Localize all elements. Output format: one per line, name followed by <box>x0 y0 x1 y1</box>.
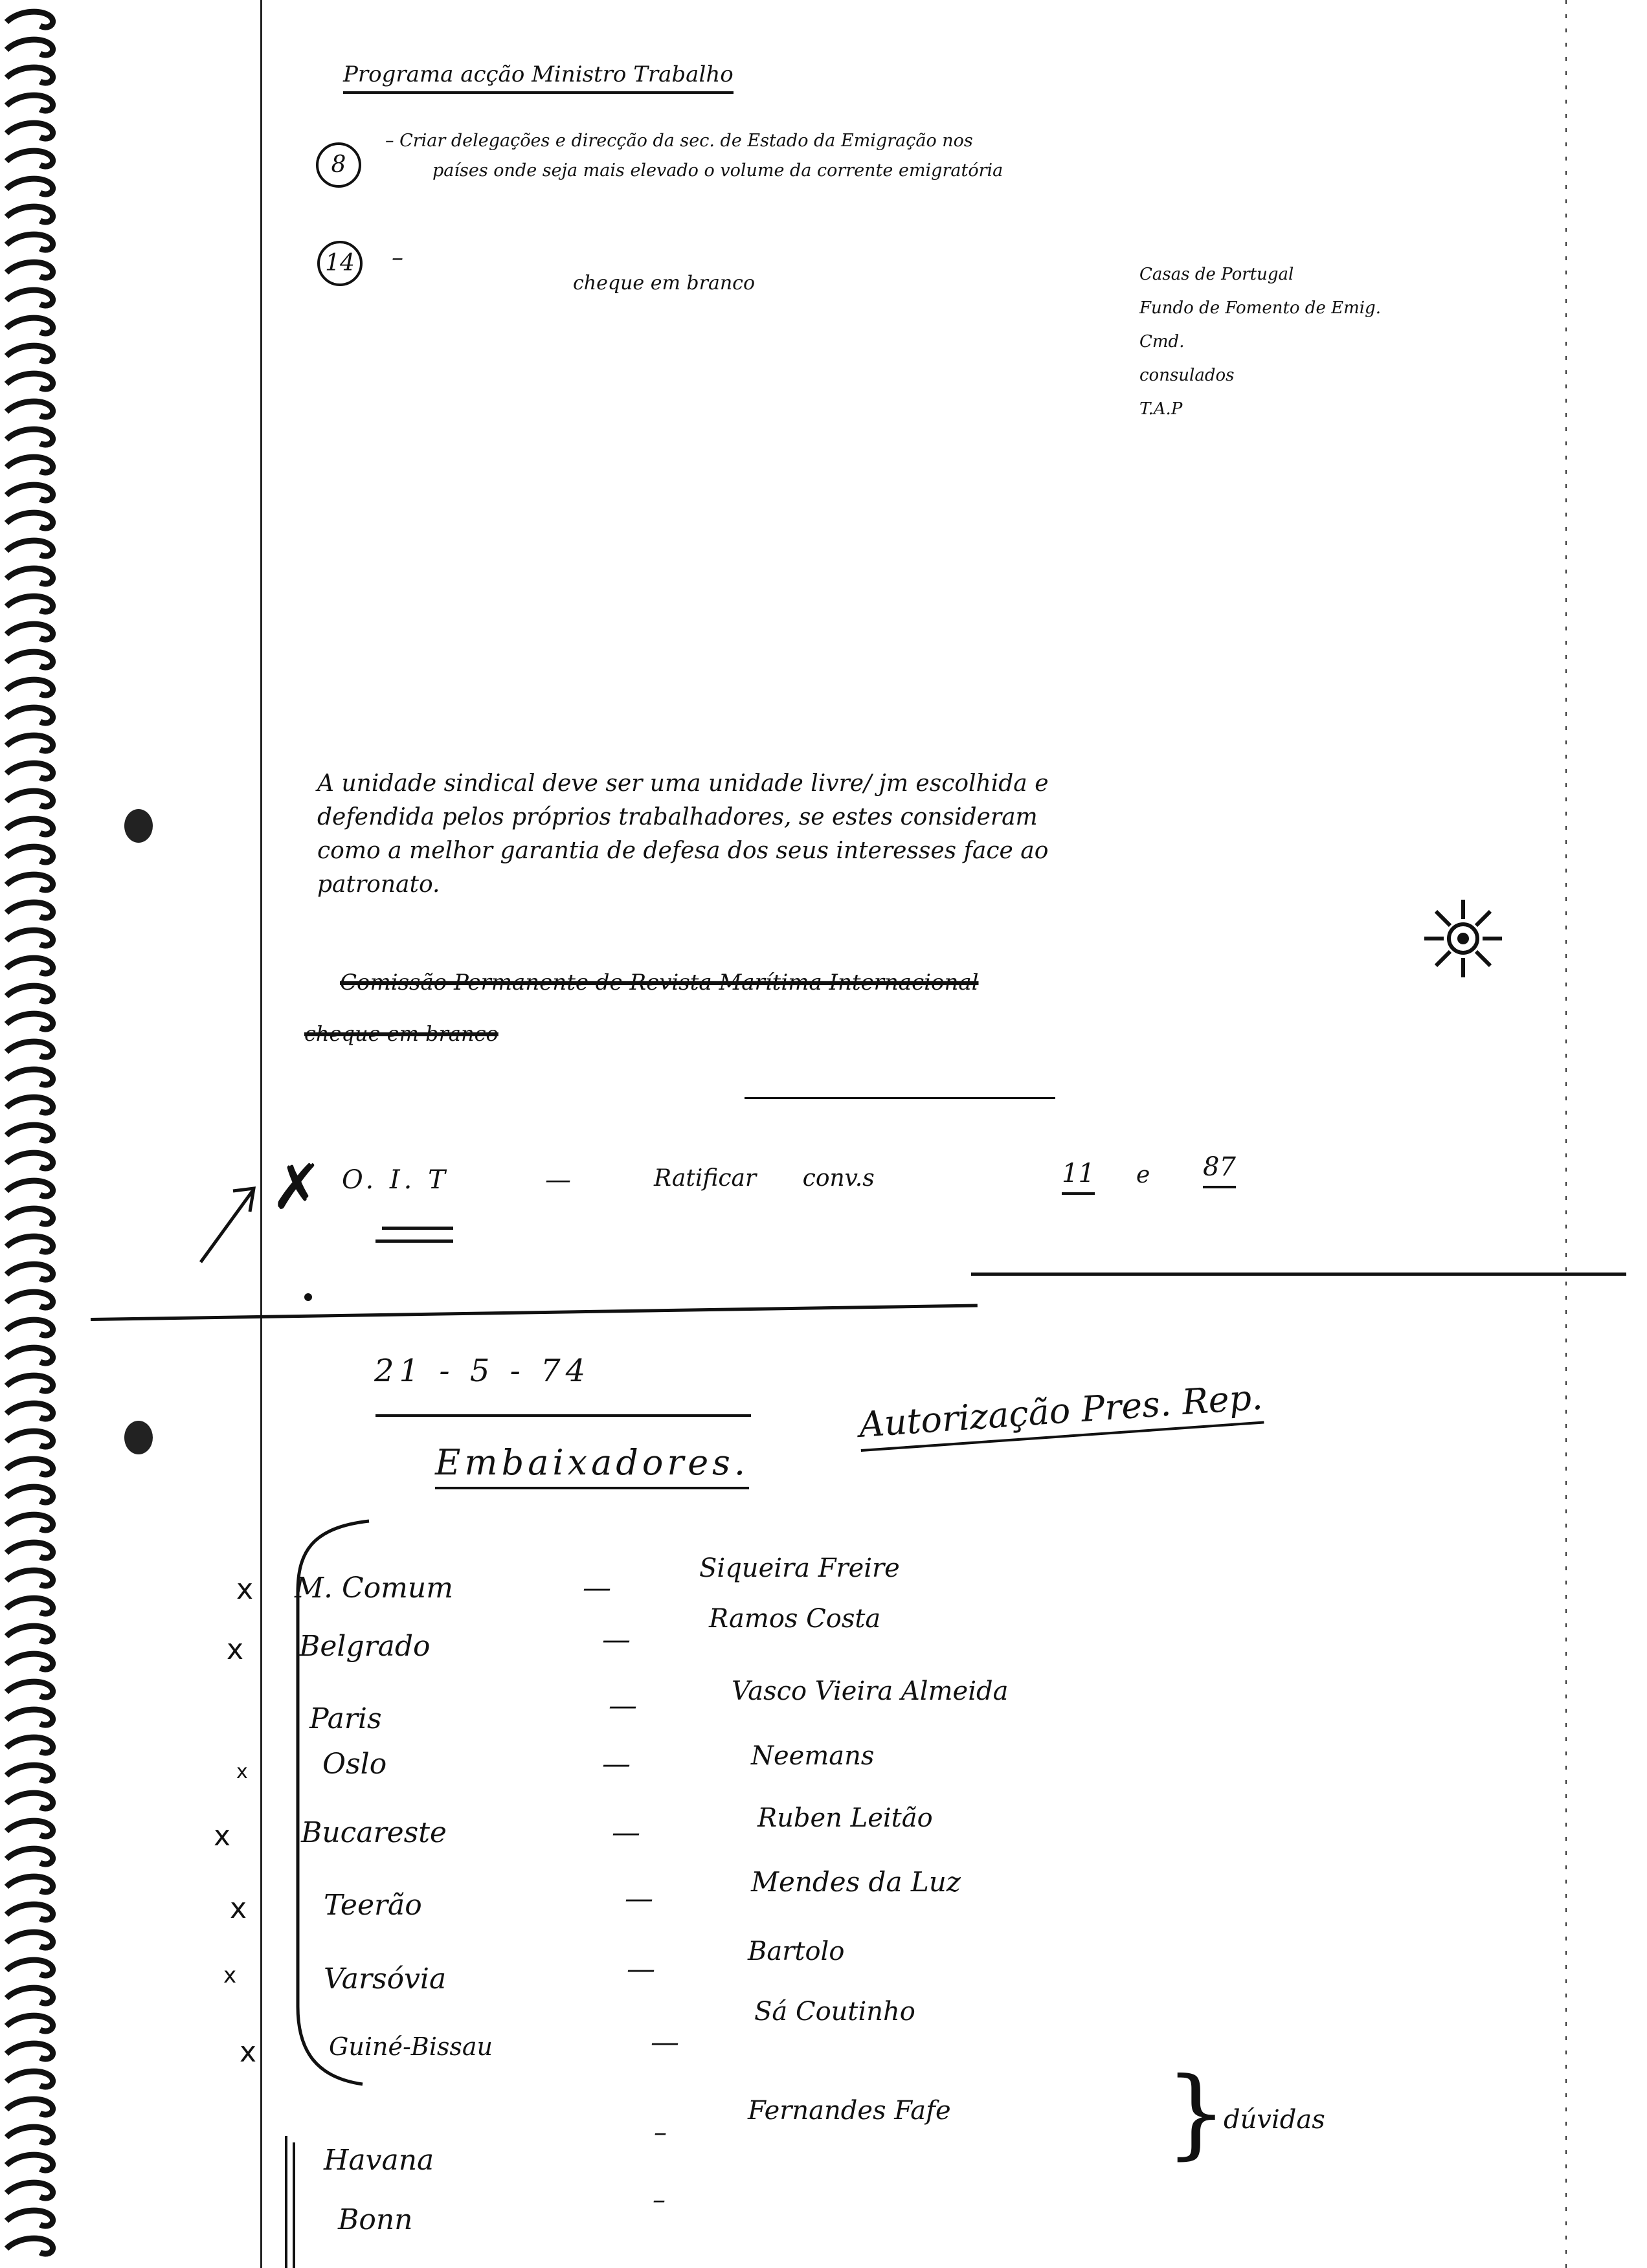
spiral-coil <box>6 930 53 946</box>
spiral-coil <box>6 1264 53 1280</box>
spiral-coil <box>6 1459 53 1474</box>
spiral-coil <box>6 1041 53 1057</box>
spiral-coil <box>6 346 53 361</box>
embassy-post: Varsóvia <box>324 1962 447 1996</box>
spiral-coil <box>6 2127 53 2142</box>
spiral-coil <box>6 1487 53 1502</box>
bottom-dash: – <box>653 2185 666 2215</box>
spiral-coil <box>6 1069 53 1085</box>
spiral-coil <box>6 1570 53 1586</box>
oit-num2: 87 <box>1203 1152 1236 1188</box>
side-note: Fundo de Fomento de Emig. <box>1139 298 1381 318</box>
spiral-coil <box>6 986 53 1001</box>
item-8-number: 8 <box>316 142 361 188</box>
spiral-coil <box>6 401 53 417</box>
spiral-coil <box>6 1737 53 1753</box>
spiral-coil <box>6 123 53 139</box>
arrow-icon <box>194 1152 265 1269</box>
spiral-coil <box>6 1542 53 1558</box>
oit-dash: — <box>545 1165 571 1195</box>
punch-hole <box>124 809 153 843</box>
spiral-coil <box>6 1765 53 1781</box>
heading-right: Autorização Pres. Rep. <box>858 1377 1264 1452</box>
spiral-coil <box>6 1793 53 1808</box>
heading-left: Embaixadores. <box>435 1442 749 1489</box>
doodle-sun-icon <box>1418 893 1508 984</box>
item-14-side-notes <box>1139 258 1381 426</box>
spiral-coil <box>6 1403 53 1419</box>
bottom-post: Havana <box>324 2144 434 2177</box>
spiral-coil <box>6 1375 53 1391</box>
embassy-post: Bucareste <box>301 1816 447 1849</box>
item-14-dash: – <box>392 245 403 271</box>
spiral-coil <box>6 791 53 806</box>
spiral-coil <box>6 847 53 862</box>
spiral-coil <box>6 1097 53 1113</box>
spiral-coil <box>6 958 53 973</box>
spiral-coil <box>6 652 53 667</box>
punch-hole <box>124 1421 153 1454</box>
margin-line <box>260 0 262 2268</box>
spiral-coil <box>6 1709 53 1725</box>
spiral-coil <box>6 1626 53 1641</box>
double-bar <box>285 2136 287 2268</box>
spiral-coil <box>6 151 53 166</box>
spiral-coil <box>6 1682 53 1697</box>
spiral-coil <box>6 513 53 528</box>
spiral-binding <box>0 0 71 2268</box>
spiral-coil <box>6 429 53 445</box>
oit-num1: 11 <box>1062 1159 1095 1195</box>
spiral-coil <box>6 1654 53 1669</box>
spiral-coil <box>6 540 53 556</box>
paragraph <box>317 767 1049 902</box>
spiral-coil <box>6 179 53 194</box>
item-14-text: cheque em branco <box>573 272 756 295</box>
short-rule <box>745 1097 1055 1099</box>
spiral-coil <box>6 2238 53 2254</box>
embassy-name: Sá Coutinho <box>754 1997 915 2027</box>
spiral-coil <box>6 1988 53 2003</box>
embassy-dash: — <box>602 1748 631 1781</box>
spiral-coil <box>6 39 53 55</box>
spiral-coil <box>6 1932 53 1948</box>
spiral-coil <box>6 1876 53 1892</box>
spiral-coil <box>6 1849 53 1864</box>
spiral-coil <box>6 373 53 389</box>
side-note: Cmd. <box>1139 332 1185 351</box>
paragraph-line: defendida pelos próprios trabalhadores, se estes consideram <box>317 804 1038 830</box>
paragraph-line: A unidade sindical deve ser uma unidade livre/ jm escolhida e <box>317 770 1049 797</box>
embassy-dash: — <box>612 1816 640 1849</box>
spiral-coil <box>6 819 53 834</box>
spiral-coil <box>6 318 53 333</box>
spiral-coil <box>6 2210 53 2226</box>
spiral-coil <box>6 2043 53 2059</box>
side-note: Casas de Portugal <box>1139 265 1294 284</box>
bold-x-mark: ✗ <box>271 1151 323 1223</box>
bottom-post: Bonn <box>338 2203 413 2236</box>
embassy-name: Ruben Leitão <box>757 1803 933 1833</box>
page-edge <box>1565 0 1567 2268</box>
spiral-coil <box>6 485 53 500</box>
spiral-coil <box>6 596 53 612</box>
spiral-coil <box>6 1515 53 1530</box>
x-mark: x <box>236 1761 248 1783</box>
paragraph-line: patronato. <box>317 871 440 898</box>
spiral-coil <box>6 1320 53 1335</box>
spiral-coil <box>6 1431 53 1447</box>
embassy-dash: — <box>651 2026 679 2059</box>
embassy-post: Oslo <box>322 1748 387 1781</box>
spiral-coil <box>6 874 53 890</box>
spiral-coil <box>6 680 53 695</box>
embassy-post: Guiné-Bissau <box>329 2032 493 2061</box>
spiral-coil <box>6 1208 53 1224</box>
side-note: consulados <box>1139 366 1235 385</box>
spiral-coil <box>6 763 53 779</box>
spiral-coil <box>6 67 53 83</box>
oit-underline <box>382 1227 453 1230</box>
embassy-name: Ramos Costa <box>709 1604 881 1634</box>
oit-label: O. I. T <box>342 1165 449 1195</box>
oit-and: e <box>1136 1162 1150 1188</box>
embassy-dash: — <box>583 1572 611 1605</box>
spiral-coil <box>6 735 53 751</box>
spiral-coil <box>6 1960 53 1975</box>
struck-line-2: cheque em branco <box>304 1021 499 1046</box>
spiral-coil <box>6 707 53 723</box>
struck-line-1: Comissão Permanente de Revista Marítima Internacional <box>340 970 979 995</box>
embassy-name: Neemans <box>751 1741 875 1771</box>
bottom-dash: – <box>654 2118 667 2148</box>
spiral-coil <box>6 2016 53 2031</box>
embassy-name: Vasco Vieira Almeida <box>732 1676 1009 1706</box>
section-divider <box>971 1273 1626 1276</box>
embassy-name: Siqueira Freire <box>699 1553 900 1583</box>
embassy-post: M. Comum <box>295 1572 453 1605</box>
section-divider <box>91 1304 978 1321</box>
embassy-dash: — <box>602 1623 631 1656</box>
spiral-coil <box>6 206 53 222</box>
spiral-coil <box>6 1014 53 1029</box>
spiral-coil <box>6 95 53 111</box>
spiral-coil <box>6 1236 53 1252</box>
x-mark: x <box>227 1633 244 1666</box>
embassy-name: Mendes da Luz <box>751 1866 961 1898</box>
date-underline <box>375 1414 751 1417</box>
spiral-coil <box>6 902 53 918</box>
spiral-coil <box>6 568 53 584</box>
spiral-coil <box>6 2071 53 2087</box>
embassy-post: Belgrado <box>299 1630 431 1663</box>
bottom-note: dúvidas <box>1224 2105 1325 2135</box>
spiral-coil <box>6 262 53 278</box>
x-mark: x <box>223 1962 237 1988</box>
item-8-line2: países onde seja mais elevado o volume da corrente emigratória <box>432 161 1003 181</box>
oit-text: Ratificar conv.s <box>654 1165 875 1192</box>
spiral-coil <box>6 1125 53 1140</box>
x-mark: x <box>230 1892 247 1925</box>
brace-icon: } <box>1165 2057 1227 2170</box>
spiral-coil <box>6 1348 53 1363</box>
page-title: Programa acção Ministro Trabalho <box>343 61 734 94</box>
paragraph-line: como a melhor garantia de defesa dos seus interesses face ao <box>317 838 1049 864</box>
oit-underline <box>375 1240 453 1243</box>
spiral-coil <box>6 1153 53 1168</box>
x-mark: x <box>214 1819 231 1852</box>
embassy-dash: — <box>627 1953 655 1986</box>
spiral-coil <box>6 2183 53 2198</box>
embassy-post: Teerão <box>324 1889 422 1922</box>
embassy-name: Bartolo <box>748 1937 845 1966</box>
side-note: T.A.P <box>1139 399 1183 419</box>
spiral-coil <box>6 457 53 472</box>
date: 21 - 5 - 74 <box>374 1353 591 1389</box>
spiral-coil <box>6 234 53 250</box>
spiral-coil <box>6 1904 53 1920</box>
item-8-line1: – Criar delegações e direcção da sec. de Estado da Emigração nos <box>385 131 973 151</box>
spiral-coil <box>6 624 53 639</box>
spiral-coil <box>6 12 53 27</box>
spiral-coil <box>6 1598 53 1614</box>
x-mark: x <box>236 1573 254 1606</box>
spiral-coil <box>6 290 53 306</box>
spiral-coil <box>6 2099 53 2115</box>
spiral-coil <box>6 1821 53 1836</box>
x-mark: x <box>240 2036 257 2069</box>
spiral-coil <box>6 1181 53 1196</box>
double-bar <box>293 2142 295 2268</box>
dot <box>304 1293 312 1301</box>
spiral-coil <box>6 2155 53 2170</box>
embassy-dash: — <box>609 1689 637 1722</box>
bottom-name: Fernandes Fafe <box>748 2096 951 2126</box>
embassy-dash: — <box>625 1882 653 1915</box>
embassy-post: Paris <box>309 1702 382 1735</box>
item-14-number: 14 <box>317 241 363 286</box>
spiral-coil <box>6 1292 53 1307</box>
